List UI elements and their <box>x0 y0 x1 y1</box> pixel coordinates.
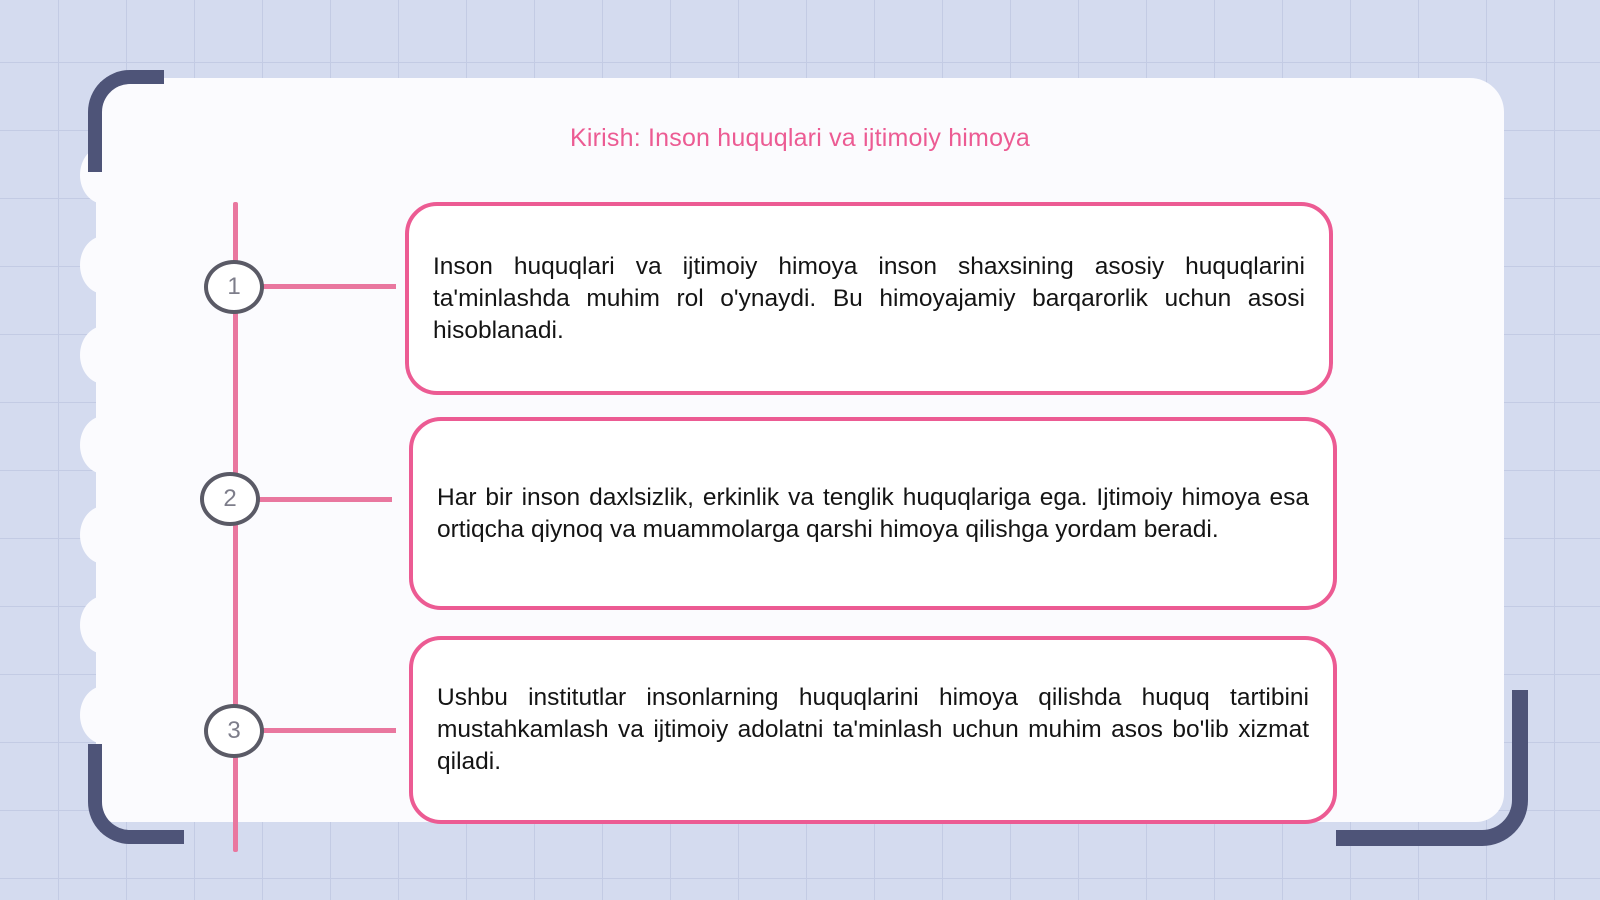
notebook-hole <box>80 236 128 294</box>
connector-line-1 <box>262 284 396 289</box>
corner-bracket-top-left <box>88 70 164 172</box>
step-number-2: 2 <box>200 472 260 526</box>
card-text-3: Ushbu institutlar insonlarning huquqlarini himoya qilishda huquq tartibini mustahkamlash va ijtimoiy adolatni ta'minlash uchun muhim asos bo'lib xizmat qiladi. <box>437 684 1309 775</box>
corner-bracket-bottom-right <box>1336 690 1528 846</box>
connector-line-2 <box>258 497 392 502</box>
step-number-3: 3 <box>204 704 264 758</box>
card-text-1: Inson huquqlari va ijtimoiy himoya inson shaxsining asosiy huquqlarini ta'minlashda muhim rol o'ynaydi. Bu himoyajamiy barqarorlik uchun asosi hisoblanadi. <box>433 252 1305 344</box>
notebook-hole <box>80 506 128 564</box>
notebook-hole <box>80 686 128 744</box>
text-card-1 <box>405 202 1333 395</box>
notebook-hole <box>80 326 128 384</box>
corner-bracket-bottom-left <box>88 744 184 844</box>
text-card-2 <box>409 417 1337 610</box>
slide-title: Kirish: Inson huquqlari va ijtimoiy himoya <box>570 124 1030 152</box>
notebook-hole <box>80 596 128 654</box>
notebook-hole <box>80 416 128 474</box>
card-text-2: Har bir inson daxlsizlik, erkinlik va tenglik huquqlariga ega. Ijtimoiy himoya esa ortiqcha qiynoq va muammolarga qarshi himoya qilishga yordam beradi. <box>437 483 1309 543</box>
text-card-3 <box>409 636 1337 824</box>
step-number-1: 1 <box>204 260 264 314</box>
connector-line-3 <box>262 728 396 733</box>
